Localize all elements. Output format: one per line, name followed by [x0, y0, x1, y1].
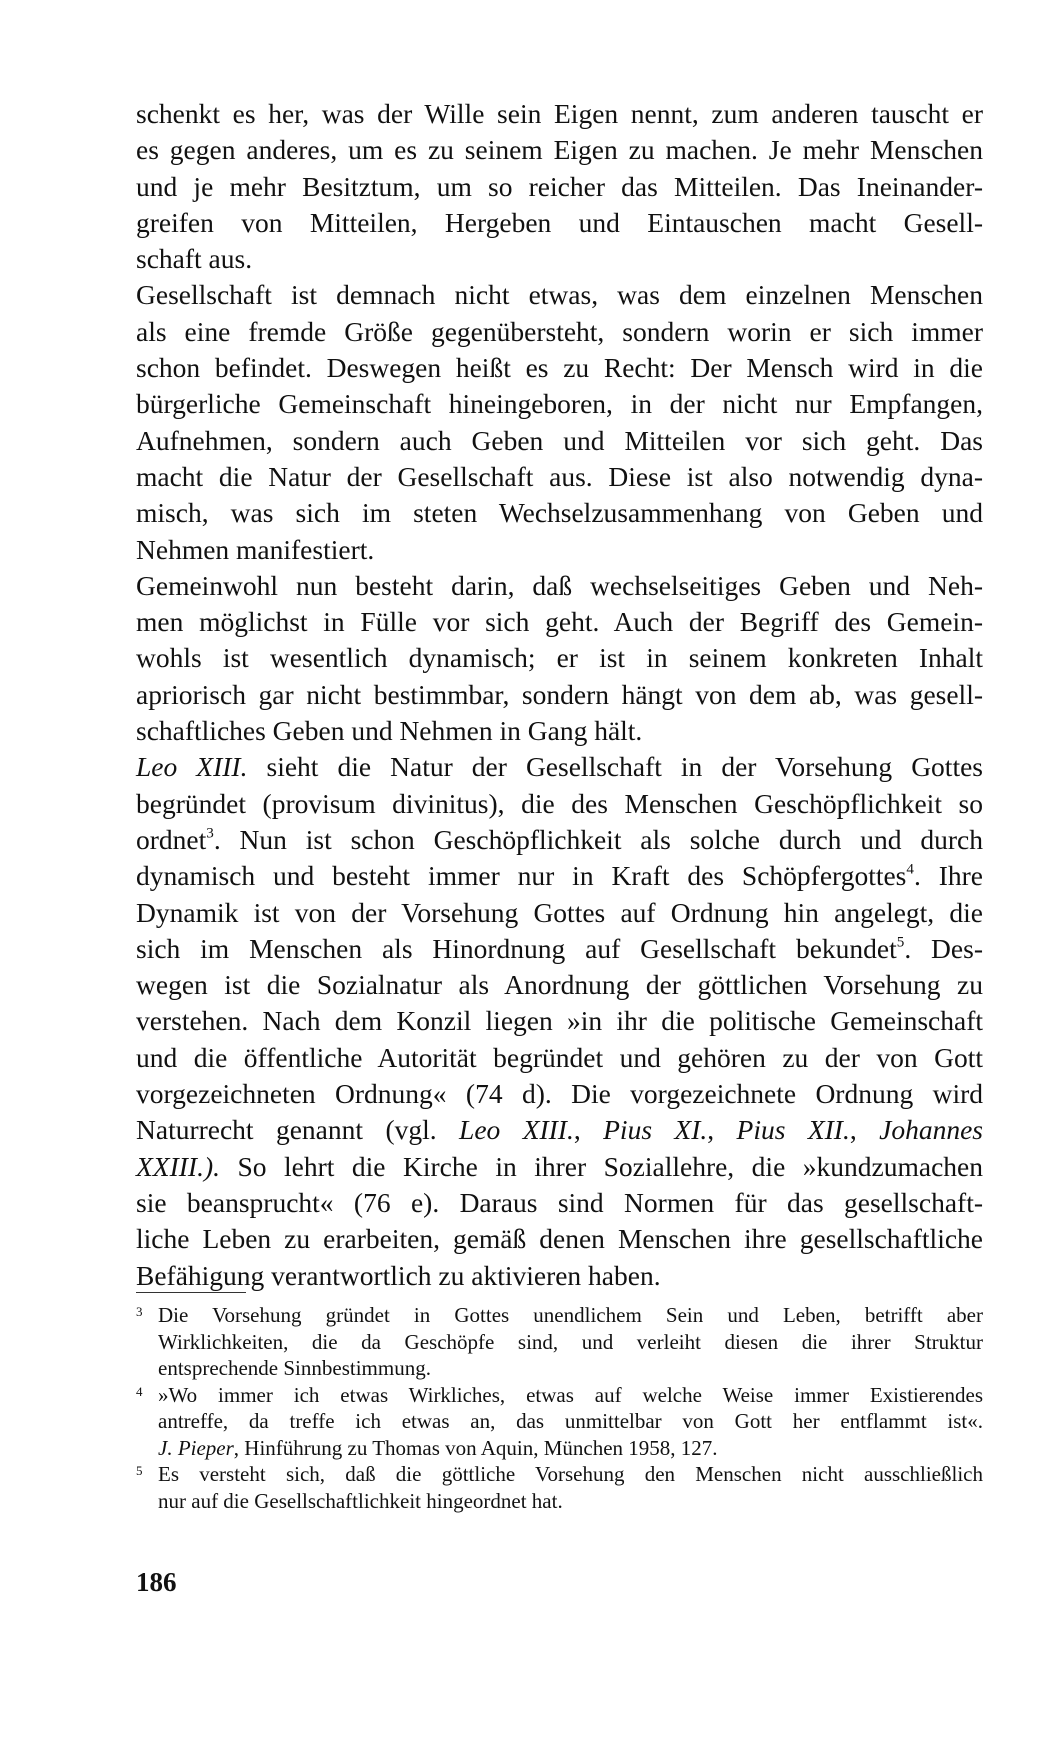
italic-name: J. Pieper [158, 1435, 234, 1460]
footnote-5 [136, 1461, 983, 1488]
footnote-line [136, 1435, 983, 1462]
text-line: men möglichst in Fülle vor sich geht. Auch der Begriff des Gemein- [136, 606, 983, 638]
italic-name: Pius XII. [736, 1114, 850, 1146]
text-line: Befähigung verantwortlich zu aktivieren haben. [136, 1259, 661, 1291]
text-line: Dynamik ist von der Vorsehung Gottes auf Ordnung hin angelegt, die [136, 896, 983, 928]
footnote-3 [136, 1302, 983, 1329]
text-line: schon befindet. Deswegen heißt es zu Recht: Der Mensch wird in die [136, 352, 983, 384]
text-line: schenkt es her, was der Wille sein Eigen nennt, zum anderen tauscht er [136, 98, 983, 129]
text-span: Es versteht sich, daß die göttliche Vorsehung den Menschen nicht ausschließlich [158, 1462, 983, 1486]
footnote-ref-5[interactable]: 5 [896, 934, 905, 951]
text-line: Aufnehmen, sondern auch Geben und Mitteilen vor sich geht. Das [136, 424, 983, 456]
text-line [136, 1112, 983, 1148]
footnote-number: 5 [136, 1463, 143, 1478]
text-line: schaftliches Geben und Nehmen in Gang hält. [136, 715, 643, 747]
text-line [136, 822, 983, 858]
text-line: als eine fremde Größe gegenübersteht, sondern worin er sich immer [136, 315, 983, 347]
text-line [136, 749, 983, 785]
footnote-line: entsprechende Sinnbestimmung. [158, 1356, 431, 1380]
footnote-line: Wirklichkeiten, die da Geschöpfe sind, und verleiht diesen die ihrer Struktur [158, 1329, 983, 1354]
text-line: schaft aus. [136, 243, 253, 275]
footnote-divider [136, 1292, 246, 1293]
italic-name: Pius XI. [603, 1114, 708, 1146]
italic-name: XXIII.). [136, 1150, 220, 1182]
text-line: misch, was sich im steten Wechselzusammenhang von Geben und [136, 497, 983, 529]
footnotes [136, 1302, 983, 1514]
text-span: , [573, 1114, 604, 1146]
text-line: verstehen. Nach dem Konzil liegen »in ihr die politische Gemeinschaft [136, 1005, 983, 1037]
text-line: wohls ist wesentlich dynamisch; er ist in seinem konkreten Inhalt [136, 642, 983, 674]
page-number: 186 [136, 1567, 177, 1597]
text-span: . Ihre [913, 860, 983, 892]
text-line: Nehmen manifestiert. [136, 533, 375, 565]
text-line: und je mehr Besitztum, um so reicher das Mitteilen. Das Ineinander- [136, 170, 983, 202]
text-line: sie beansprucht« (76 e). Daraus sind Normen für das gesellschaft- [136, 1186, 983, 1218]
footnote-number: 3 [136, 1304, 143, 1319]
text-span: , Hinführung zu Thomas von Aquin, München 1958, 127. [233, 1435, 718, 1460]
text-span: , [707, 1114, 737, 1146]
text-line: es gegen anderes, um es zu seinem Eigen zu machen. Je mehr Menschen [136, 134, 983, 166]
text-span: sich im Menschen als Hinordnung auf Gesellschaft bekundet [136, 932, 897, 964]
italic-name: Leo XIII. [459, 1114, 574, 1146]
text-span: . Nun ist schon Geschöpflichkeit als solche durch und durch [213, 823, 983, 855]
text-line: Gemeinwohl nun besteht darin, daß wechselseitiges Geben und Neh- [136, 569, 983, 601]
footnote-ref-3[interactable]: 3 [206, 825, 214, 842]
text-line: greifen von Mitteilen, Hergeben und Eintauschen macht Gesell- [136, 206, 983, 238]
text-line: apriorisch gar nicht bestimmbar, sondern hängt von dem ab, was gesell- [136, 678, 983, 710]
footnote-4 [136, 1382, 983, 1409]
footnote-number: 4 [136, 1383, 143, 1399]
text-span: So lehrt die Kirche in ihrer Soziallehre, die »kundzumachen [219, 1150, 983, 1182]
text-line: macht die Natur der Gesellschaft aus. Diese ist also notwendig dyna- [136, 460, 983, 492]
footnote-ref-4[interactable]: 4 [906, 861, 914, 878]
text-line [136, 931, 983, 967]
text-line: liche Leben zu erarbeiten, gemäß denen Menschen ihre gesellschaftliche [136, 1223, 983, 1255]
italic-name: Leo XIII. [136, 751, 248, 783]
footnote-line: antreffe, da treffe ich etwas an, das unmittelbar von Gott her entflammt ist«. [158, 1409, 983, 1433]
text-line: begründet (provisum divinitus), die des Menschen Geschöpflichkeit so [136, 787, 983, 819]
text-span: Naturrecht genannt (vgl. [136, 1114, 460, 1146]
text-line: bürgerliche Gemeinschaft hineingeboren, in der nicht nur Empfangen, [136, 388, 983, 420]
text-span: sieht die Natur der Gesellschaft in der Vorsehung Gottes [247, 751, 983, 783]
main-text [136, 96, 983, 1294]
text-line [136, 858, 983, 894]
text-line: Gesellschaft ist demnach nicht etwas, was dem einzelnen Menschen [136, 279, 983, 311]
text-span: »Wo immer ich etwas Wirkliches, etwas auf welche Weise immer Existierendes [158, 1382, 983, 1407]
text-span: . Des- [904, 932, 983, 964]
italic-name: Johannes [879, 1114, 983, 1146]
text-span: Die Vorsehung gründet in Gottes unendlichem Sein und Leben, betrifft aber [158, 1303, 983, 1327]
text-line [136, 1149, 983, 1185]
text-line: vorgezeichneten Ordnung« (74 d). Die vorgezeichnete Ordnung wird [136, 1078, 983, 1110]
text-span: ordnet [136, 823, 207, 855]
footnote-line: nur auf die Gesellschaftlichkeit hingeordnet hat. [158, 1488, 563, 1513]
text-line: wegen ist die Sozialnatur als Anordnung der göttlichen Vorsehung zu [136, 969, 983, 1001]
text-span: dynamisch und besteht immer nur in Kraft des Schöpfergottes [136, 860, 907, 892]
text-span: , [849, 1114, 880, 1146]
text-line: und die öffentliche Autorität begründet und gehören zu der von Gott [136, 1041, 983, 1073]
